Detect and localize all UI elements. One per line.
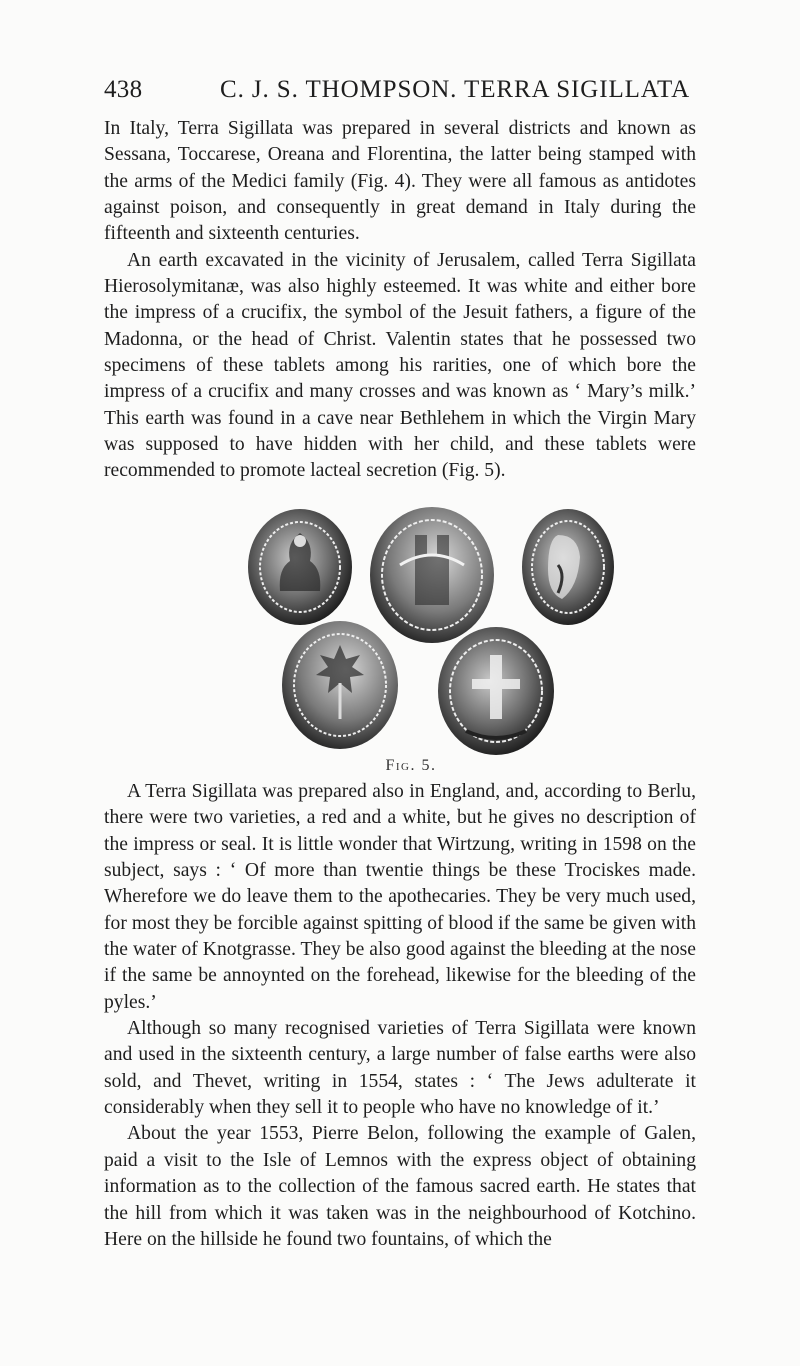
running-head: C. J. S. THOMPSON. TERRA SIGILLATA (220, 76, 691, 103)
paragraph: Although so many recognised varieties of Terra Sigillata were known and used in the sixteenth century, a large number of false earths were also sold, and Thevet, writing in 1554, states : ‘ The Jews adulterate it considerably when they sell it to people who have no knowledge of it.’ (104, 1018, 696, 1119)
text-block-bottom (104, 779, 696, 1253)
paragraph: A Terra Sigillata was prepared also in England, and, according to Berlu, there were two varieties, a red and a white, but he gives no description of the impress or seal. It is little wonder that Wirtzung, writing in 1598 on the subject, says : ‘ Of more than twentie things be these Trociskes made. Wherefore we do leave them to the apothecaries. They be very much used, for most they be forcible against spitting of blood if the same be given with the water of Knotgrasse. They be also good against the bleeding at the nose if the same be annoynted on the forehead, likewise for the bleeding of the pyles.’ (104, 781, 696, 1013)
figure-caption-text: Fig. 5. (385, 757, 437, 774)
seal-head-of-christ (522, 509, 614, 625)
page-header (104, 76, 704, 110)
seal-impressions-illustration (240, 505, 620, 755)
paragraph: In Italy, Terra Sigillata was prepared in several districts and known as Sessana, Toccarese, Oreana and Florentina, the latter being stamped with the arms of the Medici family (Fig. 4). They were all famous as antidotes against poison, and consequently in great demand in Italy during the fifteenth and sixteenth centuries. (104, 118, 696, 245)
paragraph: An earth excavated in the vicinity of Jerusalem, called Terra Sigillata Hierosolymitanæ, was also highly esteemed. It was white and either bore the impress of a crucifix, the symbol of the Jesuit fathers, a figure of the Madonna, or the head of Christ. Valentin states that he possessed two specimens of these tablets among his rarities, one of which bore the impress of a crucifix and many crosses and was known as ‘ Mary’s milk.’ This earth was found in a cave near Bethlehem in which the Virgin Mary was supposed to have hidden with her child, and these tablets were recommended to promote lacteal secretion (Fig. 5). (104, 249, 696, 482)
figure-caption (0, 757, 800, 775)
paragraph: About the year 1553, Pierre Belon, following the example of Galen, paid a visit to the Isle of Lemnos with the express object of obtaining information as to the collection of the famous sacred earth. He states that the hill from which it was taken was in the neighbourhood of Kotchino. Here on the hillside he found two fountains, of which the (104, 1123, 696, 1250)
figure-5-seal-impressions (240, 505, 620, 755)
seal-cross (438, 627, 554, 755)
text-block-top (104, 116, 696, 485)
seal-crucifix (370, 507, 494, 643)
page-number: 438 (104, 76, 143, 103)
seal-arms (282, 621, 398, 749)
seal-madonna (248, 509, 352, 625)
